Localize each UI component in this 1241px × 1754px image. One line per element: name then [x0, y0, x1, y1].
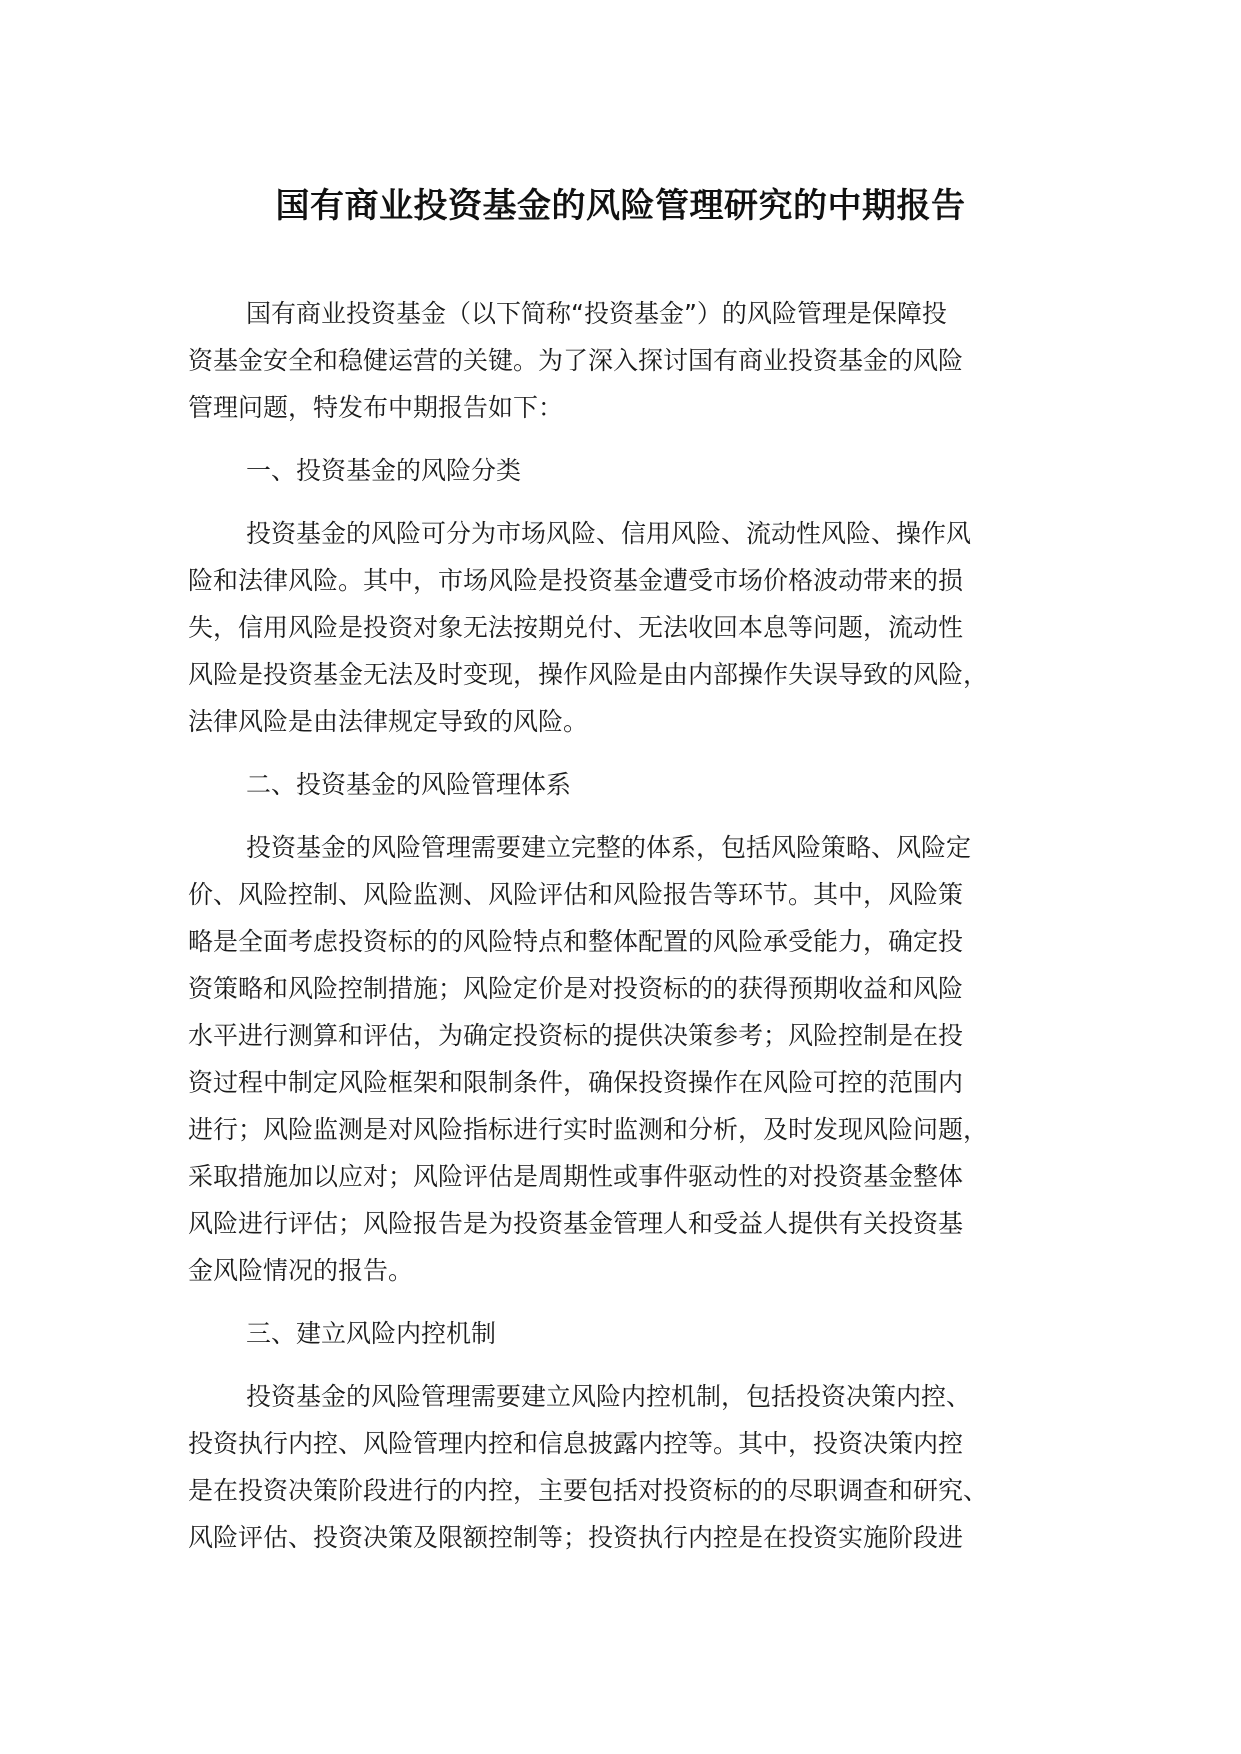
- text-line: 进行；风险监测是对风险指标进行实时监测和分析，及时发现风险问题，: [188, 1115, 989, 1144]
- section-1-paragraph: [188, 510, 1068, 745]
- text-line: 投资基金的风险可分为市场风险、信用风险、流动性风险、操作风: [246, 519, 972, 548]
- text-line: 管理问题，特发布中期报告如下：: [188, 393, 564, 422]
- text-line: 失，信用风险是投资对象无法按期兑付、无法收回本息等问题，流动性: [188, 613, 964, 642]
- text-line: 法律风险是由法律规定导致的风险。: [188, 707, 589, 736]
- intro-paragraph: [188, 290, 1068, 431]
- text-line: 风险是投资基金无法及时变现，操作风险是由内部操作失误导致的风险，: [188, 660, 989, 689]
- text-line: 投资执行内控、风险管理内控和信息披露内控等。其中，投资决策内控: [188, 1429, 964, 1458]
- section-heading-1: 一、投资基金的风险分类: [246, 456, 522, 485]
- text-line: 投资基金的风险管理需要建立风险内控机制，包括投资决策内控、: [246, 1382, 972, 1411]
- document-body: [188, 290, 1068, 1577]
- text-line: 价、风险控制、风险监测、风险评估和风险报告等环节。其中，风险策: [188, 880, 964, 909]
- text-line: 水平进行测算和评估，为确定投资标的提供决策参考；风险控制是在投: [188, 1021, 964, 1050]
- text-line: 采取措施加以应对；风险评估是周期性或事件驱动性的对投资基金整体: [188, 1162, 964, 1191]
- section-heading-3: 三、建立风险内控机制: [246, 1319, 497, 1348]
- text-line: 投资基金的风险管理需要建立完整的体系，包括风险策略、风险定: [246, 833, 972, 862]
- text-line: 资策略和风险控制措施；风险定价是对投资标的的获得预期收益和风险: [188, 974, 964, 1003]
- text-line: 险和法律风险。其中，市场风险是投资基金遭受市场价格波动带来的损: [188, 566, 964, 595]
- section-2-paragraph: [188, 824, 1068, 1294]
- text-line: 国有商业投资基金（以下简称“投资基金”）的风险管理是保障投: [246, 299, 947, 328]
- section-3-paragraph: [188, 1373, 1068, 1561]
- text-line: 资基金安全和稳健运营的关键。为了深入探讨国有商业投资基金的风险: [188, 346, 964, 375]
- text-line: 略是全面考虑投资标的的风险特点和整体配置的风险承受能力，确定投: [188, 927, 964, 956]
- text-line: 风险评估、投资决策及限额控制等；投资执行内控是在投资实施阶段进: [188, 1523, 964, 1552]
- text-line: 金风险情况的报告。: [188, 1256, 414, 1285]
- section-heading-2: 二、投资基金的风险管理体系: [246, 770, 572, 799]
- text-line: 风险进行评估；风险报告是为投资基金管理人和受益人提供有关投资基: [188, 1209, 964, 1238]
- document-title: 国有商业投资基金的风险管理研究的中期报告: [275, 186, 966, 226]
- text-line: 是在投资决策阶段进行的内控，主要包括对投资标的的尽职调查和研究、: [188, 1476, 989, 1505]
- text-line: 资过程中制定风险框架和限制条件，确保投资操作在风险可控的范围内: [188, 1068, 964, 1097]
